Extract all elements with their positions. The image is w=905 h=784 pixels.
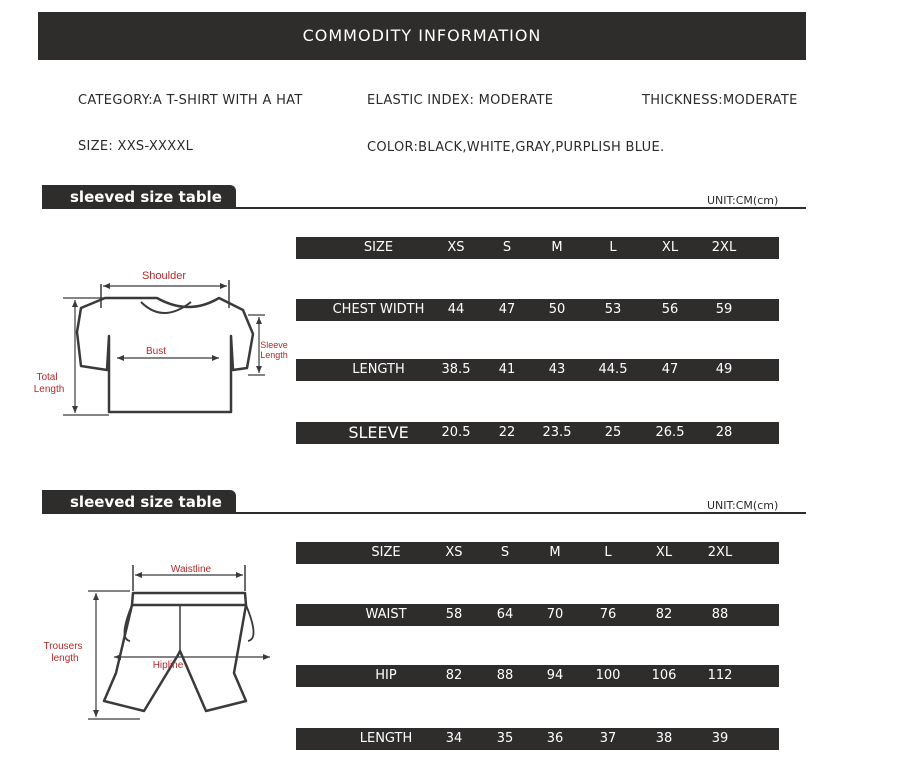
- section-divider: [42, 512, 806, 514]
- cell: 2XL: [711, 240, 737, 255]
- cell: 76: [599, 607, 617, 622]
- row-label: WAIST: [365, 607, 407, 622]
- cell: 58: [445, 607, 463, 622]
- size-info: SIZE: XXS-XXXXL: [78, 139, 194, 154]
- tshirt-diagram: [25, 260, 300, 425]
- shorts-diagram: [30, 555, 290, 725]
- waistline-label: Waistline: [170, 564, 212, 575]
- cell: XS: [447, 240, 465, 255]
- thickness-info: THICKNESS:MODERATE: [642, 93, 798, 108]
- row-label: CHEST WIDTH: [332, 302, 425, 317]
- cell: 38.5: [441, 362, 471, 377]
- cell: 38: [655, 731, 673, 746]
- cell: 94: [546, 668, 564, 683]
- cell: 22: [498, 425, 516, 440]
- cell: S: [500, 545, 510, 560]
- cell: XL: [661, 240, 679, 255]
- cell: 23.5: [542, 425, 572, 440]
- cell: 36: [546, 731, 564, 746]
- cell: 53: [604, 302, 622, 317]
- hipline-label: Hipline: [152, 660, 184, 671]
- cell: 25: [604, 425, 622, 440]
- section-tab-bottom: [42, 490, 236, 514]
- section-tab-top: [42, 185, 236, 209]
- cell: XL: [655, 545, 673, 560]
- elastic-info: ELASTIC INDEX: MODERATE: [367, 93, 554, 108]
- cell: 35: [496, 731, 514, 746]
- waist-row: [296, 604, 779, 626]
- cell: 82: [655, 607, 673, 622]
- cell: 34: [445, 731, 463, 746]
- section-divider: [42, 207, 806, 209]
- sleeve-length-label-2: Length: [260, 350, 288, 360]
- header-bar: [38, 12, 806, 60]
- trousers-length-label-2: length: [51, 653, 79, 664]
- cell: S: [502, 240, 512, 255]
- cell: 44: [447, 302, 465, 317]
- cell: 47: [661, 362, 679, 377]
- shoulder-label: Shoulder: [141, 270, 187, 282]
- bust-label: Bust: [145, 346, 167, 357]
- cell: 64: [496, 607, 514, 622]
- cell: 47: [498, 302, 516, 317]
- sleeve-row: [296, 422, 779, 444]
- cell: 100: [595, 668, 621, 683]
- cell: 44.5: [598, 362, 628, 377]
- row-label: LENGTH: [352, 362, 405, 377]
- cell: 26.5: [655, 425, 685, 440]
- cell: 39: [711, 731, 729, 746]
- cell: 20.5: [441, 425, 471, 440]
- cell: 106: [651, 668, 677, 683]
- unit-label: UNIT:CM(cm): [707, 194, 779, 207]
- cell: 28: [715, 425, 733, 440]
- cell: 2XL: [707, 545, 733, 560]
- row-label: SIZE: [363, 240, 394, 255]
- unit-label: UNIT:CM(cm): [707, 499, 779, 512]
- hip-row: [296, 665, 779, 687]
- cell: 112: [707, 668, 733, 683]
- section-tab-label: sleeved size table: [70, 188, 222, 206]
- chest-width-row: [296, 299, 779, 321]
- cell: 50: [548, 302, 566, 317]
- cell: 41: [498, 362, 516, 377]
- cell: 82: [445, 668, 463, 683]
- total-length-label: Total: [36, 372, 58, 383]
- cell: XS: [445, 545, 463, 560]
- cell: L: [609, 240, 617, 255]
- cell: 88: [496, 668, 514, 683]
- trousers-length-label: Trousers: [43, 641, 83, 652]
- size-row: [296, 542, 779, 564]
- color-info: COLOR:BLACK,WHITE,GRAY,PURPLISH BLUE.: [367, 140, 665, 155]
- category-info: CATEGORY:A T-SHIRT WITH A HAT: [78, 93, 303, 108]
- length-row: [296, 728, 779, 750]
- cell: 59: [715, 302, 733, 317]
- sleeve-length-label: Sleeve: [260, 340, 288, 350]
- cell: 56: [661, 302, 679, 317]
- row-label: SLEEVE: [348, 423, 409, 442]
- cell: M: [549, 545, 561, 560]
- cell: 88: [711, 607, 729, 622]
- cell: 43: [548, 362, 566, 377]
- cell: 37: [599, 731, 617, 746]
- row-label: HIP: [375, 668, 397, 683]
- total-length-label-2: Length: [33, 384, 65, 395]
- row-label: LENGTH: [359, 731, 413, 746]
- cell: L: [604, 545, 612, 560]
- length-row: [296, 359, 779, 381]
- cell: M: [551, 240, 563, 255]
- row-label: SIZE: [371, 545, 401, 560]
- cell: 49: [715, 362, 733, 377]
- cell: 70: [546, 607, 564, 622]
- page-title: COMMODITY INFORMATION: [302, 26, 542, 45]
- size-row: [296, 237, 779, 259]
- section-tab-label: sleeved size table: [70, 493, 222, 511]
